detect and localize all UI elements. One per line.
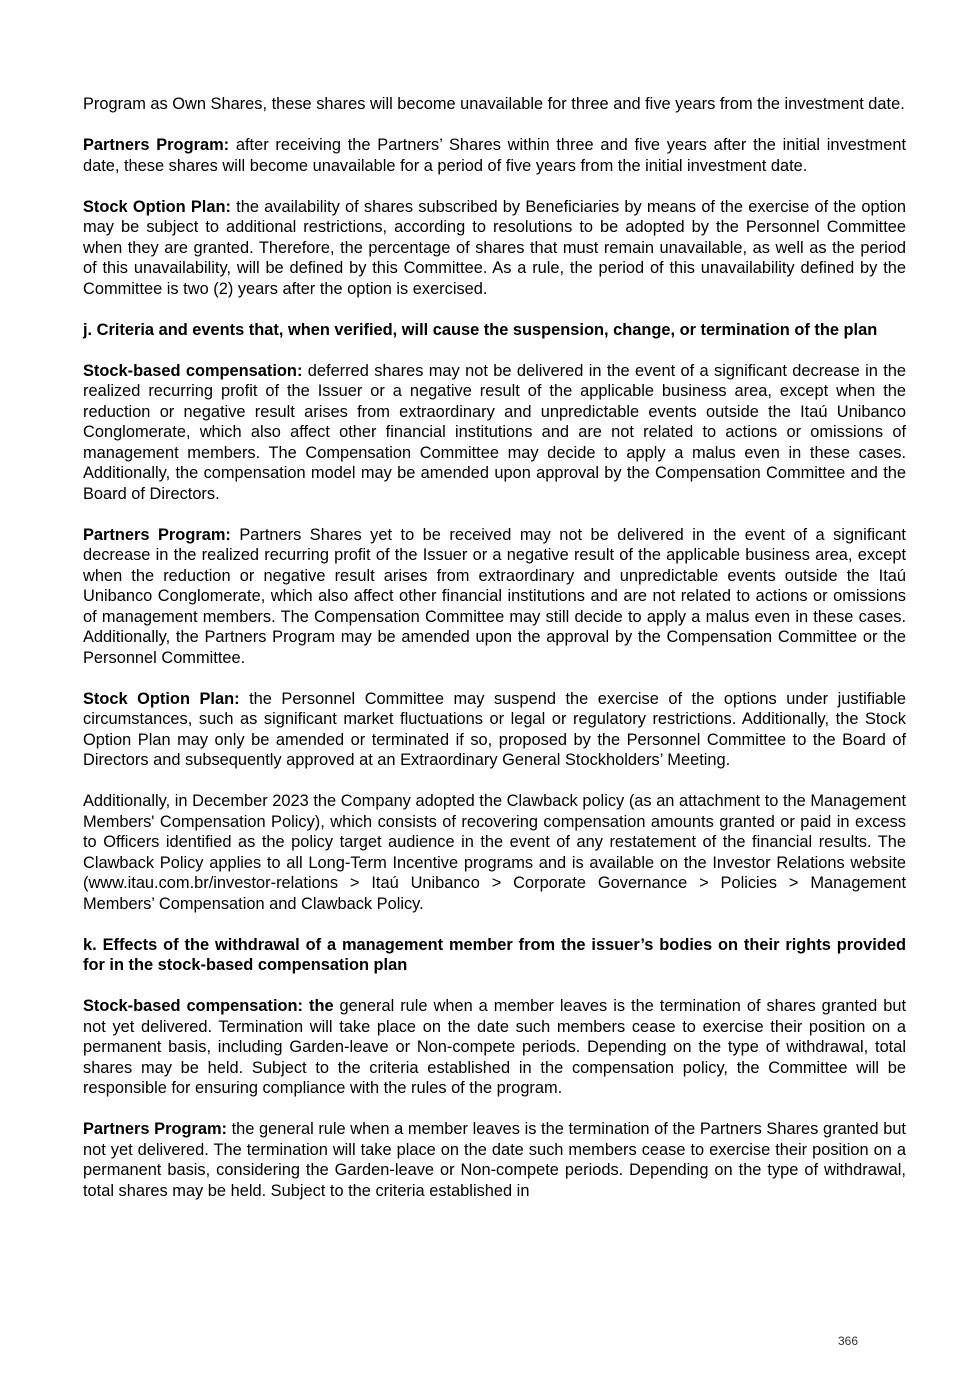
paragraph-text: the general rule when a member leaves is the termination of the Partners Shares granted but not yet delivered. The termination will take place on the date such members cease to exercise their position on a permanent basis, considering the Garden-leave or Non-compete periods. Depending on the type of withdrawal, total shares may be held. Subject to the criteria established in xyxy=(83,1120,906,1200)
paragraph-stock-option-availability xyxy=(83,197,906,300)
paragraph-text: the availability of shares subscribed by Beneficiaries by means of the exercise of the option may be subject to additional restrictions, according to resolutions to be adopted by the Personnel Committee when they are granted. Therefore, the percentage of shares that must remain unavailable, as well as the period of this unavailability, will be defined by this Committee. As a rule, the period of this unavailability defined by the Committee is two (2) years after the option is exercised. xyxy=(83,197,907,298)
paragraph-text: the Personnel Committee may suspend the exercise of the options under justifiable circumstances, such as significant market fluctuations or legal or regulatory restrictions. Additionally, the Stock Option Plan may only be amended or terminated if so, proposed by the Personnel Committee to the Board of Directors and subsequently approved at an Extraordinary General Stockholders’ Meeting. xyxy=(83,689,906,769)
paragraph-label: Stock-based compensation: the xyxy=(83,997,334,1015)
paragraph-partners-program-withdrawal xyxy=(83,1119,906,1201)
page-number: 366 xyxy=(838,1334,859,1348)
paragraph-text: deferred shares may not be delivered in the event of a significant decrease in the realized recurring profit of the Issuer or a negative result of the applicable business area, except when the reduction or negative result arises from extraordinary and unpredictable events outside the Itaú Unibanco Conglomerate, which also affect other financial institutions and are not related to actions or omissions of management members. The Compensation Committee may decide to apply a malus even in these cases. Additionally, the compensation model may be amended upon approval by the Compensation Committee and the Board of Directors. xyxy=(83,361,906,503)
paragraph-stock-based-compensation-suspension xyxy=(83,361,906,505)
paragraph-clawback-policy xyxy=(83,791,906,914)
section-heading-k: k. Effects of the withdrawal of a management member from the issuer’s bodies on their rights provided for in the stock-based compensation plan xyxy=(83,935,906,974)
paragraph-label: Partners Program: xyxy=(83,136,230,154)
paragraph-text: general rule when a member leaves is the termination of shares granted but not yet delivered. Termination will take place on the date such members cease to exercise their position on a permanent basis, including Garden-leave or Non-compete periods. Depending on the type of withdrawal, total shares may be held. Subject to the criteria established in the compensation policy, the Committee will be responsible for ensuring compliance with the rules of the program. xyxy=(83,997,906,1097)
paragraph-text: Program as Own Shares, these shares will become unavailable for three and five years from the investment date. xyxy=(83,95,905,113)
paragraph-label: Partners Program: xyxy=(83,525,231,544)
document-page xyxy=(83,94,906,1222)
paragraph-text: after receiving the Partners’ Shares within three and five years after the initial investment date, these shares will become unavailable for a period of five years from the initial investment date. xyxy=(83,136,906,175)
paragraph-own-shares-continuation xyxy=(83,94,906,115)
section-heading-j: j. Criteria and events that, when verified, will cause the suspension, change, or termination of the plan xyxy=(83,320,878,339)
paragraph-partners-program-availability xyxy=(83,135,906,176)
paragraph-partners-program-suspension xyxy=(83,525,906,669)
paragraph-label: Stock Option Plan: xyxy=(83,197,231,216)
paragraph-label: Partners Program: xyxy=(83,1120,227,1138)
paragraph-stock-based-compensation-withdrawal xyxy=(83,996,906,1099)
paragraph-label: Stock-based compensation: xyxy=(83,361,303,380)
paragraph-stock-option-suspension xyxy=(83,689,906,771)
paragraph-text: Additionally, in December 2023 the Company adopted the Clawback policy (as an attachment to the Management Members' Compensation Policy), which consists of recovering compensation amounts granted or paid in excess to Officers identified as the policy target audience in the event of any restatement of the financial results. The Clawback Policy applies to all Long-Term Incentive programs and is available on the Investor Relations website (www.itau.com.br/investor-relations > Itaú Unibanco > Corporate Governance > Policies > Management Members’ Compensation and Clawback Policy. xyxy=(83,792,906,913)
paragraph-label: Stock Option Plan: xyxy=(83,689,240,708)
paragraph-text: Partners Shares yet to be received may not be delivered in the event of a significant decrease in the realized recurring profit of the Issuer or a negative result of the applicable business area, except when the reduction or negative result arises from extraordinary and unpredictable events outside the Itaú Unibanco Conglomerate, which also affect other financial institutions and are not related to actions or omissions of management members. The Compensation Committee may still decide to apply a malus even in these cases. Additionally, the Partners Program may be amended upon the approval by the Compensation Committee or the Personnel Committee. xyxy=(83,525,906,667)
